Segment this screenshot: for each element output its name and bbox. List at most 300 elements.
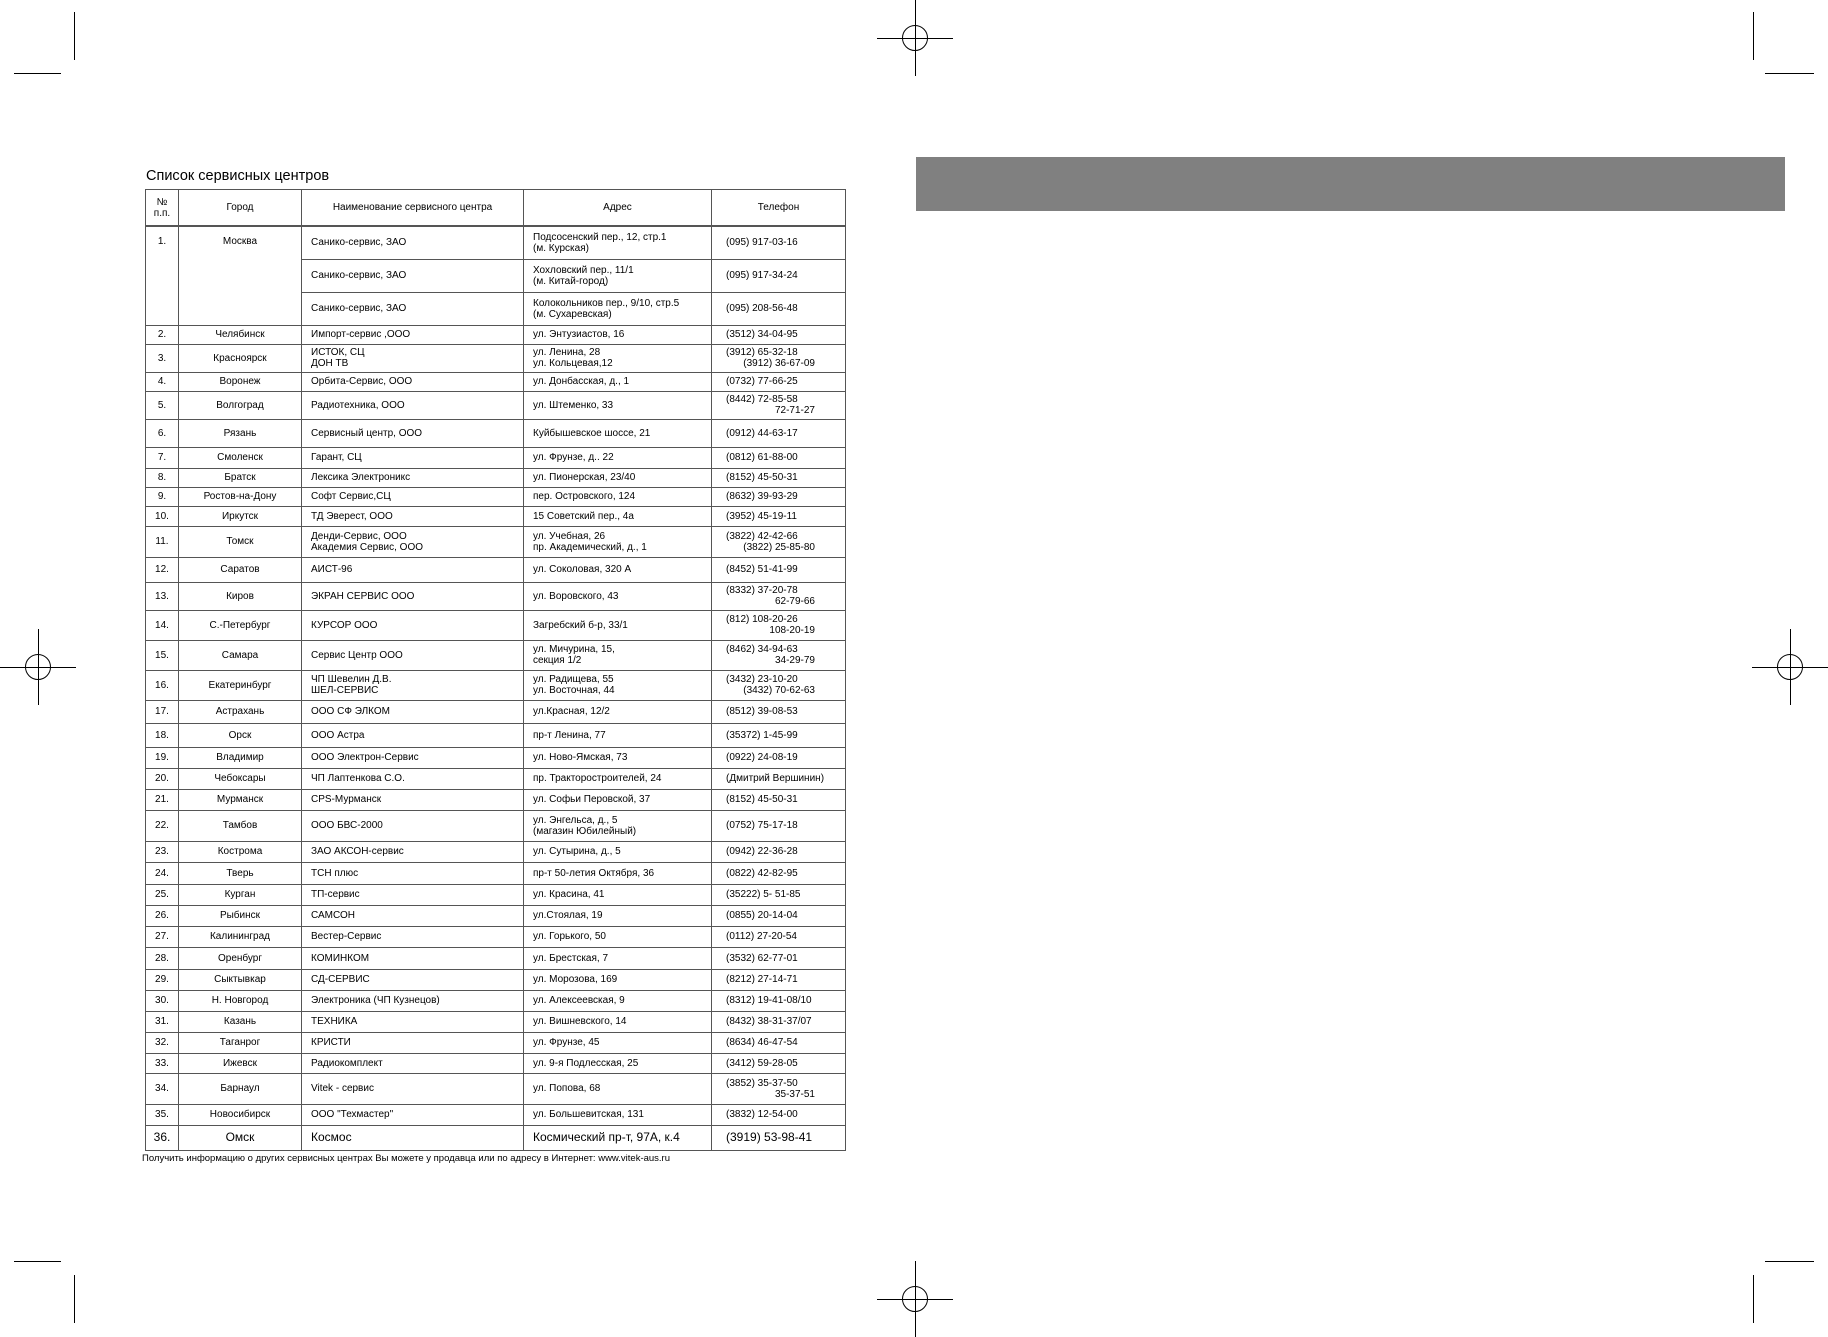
center-name-line: Импорт-сервис ,ООО — [311, 329, 411, 340]
phone-line: (0855) 20-14-04 — [726, 910, 798, 921]
page-title: Список сервисных центров — [146, 168, 330, 184]
address-line: ул. Энгельса, д., 5 — [533, 814, 618, 826]
address-cell — [524, 1011, 712, 1032]
center-name-cell — [302, 926, 524, 947]
center-name-cell — [302, 640, 524, 670]
row-number: 20. — [146, 768, 179, 789]
city-cell: Мурманск — [179, 789, 302, 810]
center-name-cell — [302, 391, 524, 419]
city-cell: Казань — [179, 1011, 302, 1032]
center-name-cell — [302, 292, 524, 325]
center-name-cell — [302, 723, 524, 747]
city-cell: Барнаул — [179, 1073, 302, 1104]
row-number: 34. — [146, 1073, 179, 1104]
address-line: (м. Китай-город) — [533, 275, 609, 287]
phone-line: (3832) 12-54-00 — [726, 1109, 798, 1120]
center-name-line: ЧП Шевелин Д.В. — [311, 674, 392, 685]
column-header-address: Адрес — [524, 190, 712, 227]
table-row — [146, 1032, 846, 1053]
table-row — [146, 325, 846, 344]
table-row — [146, 723, 846, 747]
phone-cell — [712, 372, 846, 391]
center-name-line: Космос — [311, 1130, 352, 1144]
row-number: 12. — [146, 557, 179, 582]
service-centers-table — [145, 189, 846, 1151]
row-number: 23. — [146, 841, 179, 862]
address-line: ул. Горького, 50 — [533, 931, 606, 942]
address-cell — [524, 670, 712, 700]
row-number: 33. — [146, 1053, 179, 1073]
row-number: 9. — [146, 487, 179, 506]
center-name-cell — [302, 862, 524, 884]
address-line: ул. Красина, 41 — [533, 889, 605, 900]
phone-line: 34-29-79 — [774, 655, 815, 666]
phone-line: (8152) 45-50-31 — [726, 472, 798, 483]
phone-line: (8632) 39-93-29 — [726, 491, 798, 502]
phone-line: (8512) 39-08-53 — [726, 706, 798, 717]
center-name-line: ТЕХНИКА — [311, 1016, 358, 1027]
phone-cell — [712, 884, 846, 905]
registration-target — [902, 1286, 928, 1312]
phone-line: (3432) 70-62-63 — [743, 685, 815, 696]
phone-line: (095) 208-56-48 — [726, 303, 798, 314]
center-name-cell — [302, 1053, 524, 1073]
address-cell — [524, 391, 712, 419]
address-line: Куйбышевское шоссе, 21 — [533, 427, 651, 439]
city-cell: Новосибирск — [179, 1104, 302, 1125]
crop-mark — [1765, 1261, 1814, 1262]
phone-cell — [712, 419, 846, 447]
center-name-cell — [302, 670, 524, 700]
phone-cell — [712, 862, 846, 884]
city-cell: Рязань — [179, 419, 302, 447]
row-number: 14. — [146, 610, 179, 640]
registration-target — [25, 654, 51, 680]
center-name-cell — [302, 1073, 524, 1104]
phone-line: (3532) 62-77-01 — [726, 952, 798, 964]
table-row — [146, 1011, 846, 1032]
center-name-line: ООО Астра — [311, 729, 365, 741]
phone-line: (812) 108-20-26 — [726, 614, 798, 625]
phone-cell — [712, 487, 846, 506]
center-name-line: CPS-Мурманск — [311, 794, 382, 805]
address-cell — [524, 1104, 712, 1125]
address-cell — [524, 582, 712, 610]
table-row — [146, 391, 846, 419]
city-cell: Томск — [179, 526, 302, 557]
city-cell: Тамбов — [179, 810, 302, 841]
row-number: 3. — [146, 344, 179, 372]
address-cell — [524, 810, 712, 841]
table-row — [146, 582, 846, 610]
address-line: ул. Фрунзе, 45 — [533, 1037, 600, 1048]
city-cell: Москва — [179, 226, 302, 325]
address-cell — [524, 947, 712, 969]
center-name-line: Академия Сервис, ООО — [311, 541, 424, 553]
city-cell: Чебоксары — [179, 768, 302, 789]
center-name-cell — [302, 1104, 524, 1125]
address-cell — [524, 905, 712, 926]
center-name-line: ШЕЛ-СЕРВИС — [311, 685, 379, 696]
address-cell — [524, 557, 712, 582]
phone-line: 62-79-66 — [774, 596, 815, 607]
address-cell — [524, 990, 712, 1011]
phone-cell — [712, 810, 846, 841]
row-number: 1. — [146, 226, 179, 325]
center-name-cell — [302, 810, 524, 841]
table-row — [146, 447, 846, 468]
center-name-line: ТП-сервис — [311, 889, 360, 900]
phone-cell — [712, 1125, 846, 1150]
address-cell — [524, 325, 712, 344]
address-line: Хохловский пер., 11/1 — [533, 264, 634, 276]
table-row — [146, 670, 846, 700]
center-name-cell — [302, 789, 524, 810]
center-name-line: Сервис Центр ООО — [311, 649, 403, 661]
address-cell — [524, 468, 712, 487]
phone-cell — [712, 391, 846, 419]
phone-cell — [712, 670, 846, 700]
center-name-cell — [302, 768, 524, 789]
address-line: ул.Красная, 12/2 — [533, 706, 610, 717]
phone-cell — [712, 526, 846, 557]
phone-cell — [712, 1032, 846, 1053]
address-line: ул. Восточная, 44 — [533, 685, 615, 696]
phone-line: (0912) 44-63-17 — [726, 427, 798, 439]
address-cell — [524, 259, 712, 292]
center-name-line: Санико-сервис, ЗАО — [311, 237, 407, 249]
column-header-city: Город — [179, 190, 302, 227]
table-row — [146, 610, 846, 640]
address-line: ул.Стоялая, 19 — [533, 910, 603, 921]
center-name-line: СД-СЕРВИС — [311, 974, 370, 985]
address-line: Колокольников пер., 9/10, стр.5 — [533, 297, 680, 309]
center-name-line: ИСТОК, СЦ — [311, 347, 365, 358]
row-number: 16. — [146, 670, 179, 700]
address-line: ул. Фрунзе, д.. 22 — [533, 452, 614, 463]
phone-cell — [712, 292, 846, 325]
table-row — [146, 810, 846, 841]
row-number: 5. — [146, 391, 179, 419]
table-row — [146, 990, 846, 1011]
center-name-line: ДОН ТВ — [311, 358, 349, 369]
row-number: 7. — [146, 447, 179, 468]
row-number: 36. — [146, 1125, 179, 1150]
footer-note: Получить информацию о других сервисных центрах Вы можете у продавца или по адресу в Интернет: www.vitek-aus.ru — [142, 1153, 671, 1164]
center-name-line: КУРСОР ООО — [311, 619, 378, 631]
phone-cell — [712, 447, 846, 468]
phone-line: (3822) 25-85-80 — [743, 541, 815, 553]
center-name-cell — [302, 1125, 524, 1150]
phone-cell — [712, 990, 846, 1011]
center-name-line: Санико-сервис, ЗАО — [311, 303, 407, 314]
table-row — [146, 905, 846, 926]
phone-line: (8442) 72-85-58 — [726, 394, 798, 405]
address-cell — [524, 292, 712, 325]
phone-cell — [712, 947, 846, 969]
city-cell: Н. Новгород — [179, 990, 302, 1011]
address-line: ул. Учебная, 26 — [533, 530, 606, 542]
center-name-cell — [302, 1011, 524, 1032]
city-cell: Смоленск — [179, 447, 302, 468]
table-row — [146, 344, 846, 372]
phone-line: (3512) 34-04-95 — [726, 329, 798, 340]
center-name-cell — [302, 1032, 524, 1053]
row-number: 17. — [146, 700, 179, 723]
city-cell: Самара — [179, 640, 302, 670]
phone-line: (8152) 45-50-31 — [726, 794, 798, 805]
table-row — [146, 947, 846, 969]
address-line: ул. Брестская, 7 — [533, 952, 609, 964]
table-row — [146, 789, 846, 810]
address-cell — [524, 1073, 712, 1104]
row-number: 29. — [146, 969, 179, 990]
phone-cell — [712, 789, 846, 810]
row-number: 28. — [146, 947, 179, 969]
city-cell: Саратов — [179, 557, 302, 582]
center-name-line: Денди-Сервис, ООО — [311, 530, 407, 542]
address-line: ул. Большевитская, 131 — [533, 1109, 644, 1120]
address-cell — [524, 372, 712, 391]
phone-cell — [712, 723, 846, 747]
address-line: пр-т Ленина, 77 — [533, 729, 606, 741]
center-name-line: Vitek - сервис — [311, 1083, 374, 1094]
center-name-cell — [302, 747, 524, 768]
phone-cell — [712, 905, 846, 926]
phone-line: (8462) 34-94-63 — [726, 644, 798, 655]
phone-line: 108-20-19 — [769, 625, 815, 636]
row-number: 30. — [146, 990, 179, 1011]
address-line: ул. Кольцевая,12 — [533, 358, 613, 369]
city-cell: Ростов-на-Дону — [179, 487, 302, 506]
address-line: секция 1/2 — [533, 655, 582, 666]
phone-cell — [712, 582, 846, 610]
city-cell: Тверь — [179, 862, 302, 884]
city-cell: Иркутск — [179, 506, 302, 526]
phone-cell — [712, 841, 846, 862]
city-cell: Таганрог — [179, 1032, 302, 1053]
phone-line: (8212) 27-14-71 — [726, 974, 798, 985]
address-line: (м. Курская) — [533, 242, 589, 254]
table-header-row — [146, 190, 846, 227]
phone-line: (0732) 77-66-25 — [726, 376, 798, 387]
phone-cell — [712, 325, 846, 344]
center-name-line: Орбита-Сервис, ООО — [311, 376, 413, 387]
phone-line: (35222) 5- 51-85 — [726, 889, 801, 900]
address-line: пер. Островского, 124 — [533, 491, 636, 502]
row-number: 35. — [146, 1104, 179, 1125]
address-line: Подсосенский пер., 12, стр.1 — [533, 231, 667, 243]
table-row — [146, 1073, 846, 1104]
address-line: пр. Академический, д., 1 — [533, 541, 647, 553]
phone-line: (8332) 37-20-78 — [726, 585, 798, 596]
address-cell — [524, 700, 712, 723]
city-cell: Орск — [179, 723, 302, 747]
address-line: ул. Радищева, 55 — [533, 674, 614, 685]
city-cell: Волгоград — [179, 391, 302, 419]
phone-line: (Дмитрий Вершинин) — [726, 773, 825, 784]
phone-line: (3912) 36-67-09 — [743, 358, 815, 369]
phone-cell — [712, 557, 846, 582]
center-name-cell — [302, 447, 524, 468]
phone-line: (8634) 46-47-54 — [726, 1037, 798, 1048]
phone-line: (3852) 35-37-50 — [726, 1077, 798, 1089]
address-cell — [524, 1032, 712, 1053]
table-row — [146, 372, 846, 391]
center-name-line: ООО БВС-2000 — [311, 820, 383, 831]
center-name-cell — [302, 947, 524, 969]
center-name-line: Радиотехника, ООО — [311, 399, 405, 411]
address-cell — [524, 723, 712, 747]
address-line: ул. Воровского, 43 — [533, 590, 619, 602]
center-name-line: КОМИНКОМ — [311, 952, 370, 964]
table-row — [146, 700, 846, 723]
row-number: 27. — [146, 926, 179, 947]
row-number: 10. — [146, 506, 179, 526]
phone-line: (0752) 75-17-18 — [726, 820, 798, 831]
row-number: 4. — [146, 372, 179, 391]
city-cell: Сыктывкар — [179, 969, 302, 990]
center-name-cell — [302, 506, 524, 526]
phone-line: (3822) 42-42-66 — [726, 530, 798, 542]
row-number: 8. — [146, 468, 179, 487]
table-row — [146, 487, 846, 506]
row-number: 13. — [146, 582, 179, 610]
crop-mark — [1753, 12, 1754, 60]
phone-line: (3432) 23-10-20 — [726, 674, 798, 685]
phone-line: (0942) 22-36-28 — [726, 846, 798, 857]
phone-line: (3952) 45-19-11 — [726, 510, 797, 522]
header-bar — [916, 157, 1785, 211]
crop-mark — [74, 1275, 75, 1323]
phone-line: 35-37-51 — [774, 1088, 815, 1100]
address-cell — [524, 789, 712, 810]
phone-cell — [712, 926, 846, 947]
phone-line: (8432) 38-31-37/07 — [726, 1016, 812, 1027]
city-cell: Воронеж — [179, 372, 302, 391]
center-name-cell — [302, 884, 524, 905]
address-cell — [524, 1053, 712, 1073]
city-cell: Братск — [179, 468, 302, 487]
table-row — [146, 468, 846, 487]
address-line: ул. Ново-Ямская, 73 — [533, 752, 628, 763]
address-line: пр-т 50-летия Октября, 36 — [533, 867, 655, 879]
phone-cell — [712, 747, 846, 768]
row-number: 11. — [146, 526, 179, 557]
phone-cell — [712, 468, 846, 487]
column-header-center-name: Наименование сервисного центра — [302, 190, 524, 227]
center-name-line: ТД Эверест, ООО — [311, 510, 393, 522]
city-cell: Омск — [179, 1125, 302, 1150]
crop-mark — [1753, 1275, 1754, 1323]
address-line: ул. Попова, 68 — [533, 1083, 601, 1094]
city-cell: Рыбинск — [179, 905, 302, 926]
address-line: ул. Соколовая, 320 А — [533, 564, 632, 575]
address-line: ул. Сутырина, д., 5 — [533, 846, 621, 857]
center-name-cell — [302, 372, 524, 391]
phone-cell — [712, 1011, 846, 1032]
table-row — [146, 526, 846, 557]
table-row — [146, 768, 846, 789]
row-number: 19. — [146, 747, 179, 768]
phone-line: (35372) 1-45-99 — [726, 729, 798, 741]
address-cell — [524, 419, 712, 447]
address-line: ул. Морозова, 169 — [533, 974, 618, 985]
center-name-line: Радиокомплект — [311, 1057, 383, 1069]
address-line: Загребский б-р, 33/1 — [533, 619, 628, 631]
address-cell — [524, 884, 712, 905]
address-cell — [524, 447, 712, 468]
city-cell: Киров — [179, 582, 302, 610]
phone-cell — [712, 226, 846, 259]
address-cell — [524, 610, 712, 640]
phone-cell — [712, 969, 846, 990]
center-name-line: САМСОН — [311, 910, 356, 921]
phone-cell — [712, 768, 846, 789]
center-name-cell — [302, 990, 524, 1011]
table-row — [146, 419, 846, 447]
city-cell: Калининград — [179, 926, 302, 947]
center-name-cell — [302, 226, 524, 259]
phone-cell — [712, 610, 846, 640]
table-row — [146, 1125, 846, 1150]
address-cell — [524, 862, 712, 884]
row-number: 32. — [146, 1032, 179, 1053]
center-name-cell — [302, 582, 524, 610]
city-cell: Владимир — [179, 747, 302, 768]
city-cell: Оренбург — [179, 947, 302, 969]
address-line: 15 Советский пер., 4а — [533, 510, 634, 522]
phone-line: (3919) 53-98-41 — [726, 1130, 813, 1144]
center-name-line: ООО Электрон-Сервис — [311, 752, 419, 763]
city-cell: Курган — [179, 884, 302, 905]
phone-cell — [712, 1073, 846, 1104]
phone-line: (8452) 51-41-99 — [726, 564, 798, 575]
address-cell — [524, 926, 712, 947]
center-name-line: Электроника (ЧП Кузнецов) — [311, 995, 440, 1006]
phone-line: (0112) 27-20-54 — [726, 931, 797, 942]
center-name-line: ТСН плюс — [311, 867, 359, 879]
phone-line: (3412) 59-28-05 — [726, 1057, 798, 1069]
crop-mark — [74, 12, 75, 60]
center-name-cell — [302, 526, 524, 557]
address-line: (магазин Юбилейный) — [533, 825, 637, 837]
center-name-cell — [302, 419, 524, 447]
center-name-line: Сервисный центр, ООО — [311, 427, 423, 439]
city-cell: Красноярск — [179, 344, 302, 372]
phone-line: (0822) 42-82-95 — [726, 867, 798, 879]
row-number: 18. — [146, 723, 179, 747]
address-line: ул. Штеменко, 33 — [533, 399, 614, 411]
phone-line: (0922) 24-08-19 — [726, 752, 798, 763]
address-line: ул. Пионерская, 23/40 — [533, 472, 636, 483]
phone-cell — [712, 344, 846, 372]
address-line: ул. Мичурина, 15, — [533, 644, 615, 655]
address-cell — [524, 747, 712, 768]
center-name-line: Санико-сервис, ЗАО — [311, 270, 407, 281]
table-row — [146, 884, 846, 905]
row-number: 22. — [146, 810, 179, 841]
address-line: ул. Вишневского, 14 — [533, 1016, 627, 1027]
address-line: Космический пр-т, 97А, к.4 — [533, 1130, 680, 1144]
column-header-phone: Телефон — [712, 190, 846, 227]
row-number: 2. — [146, 325, 179, 344]
center-name-cell — [302, 468, 524, 487]
table-row — [146, 1053, 846, 1073]
address-cell — [524, 640, 712, 670]
center-name-line: ООО "Техмастер" — [311, 1109, 394, 1120]
table-row — [146, 506, 846, 526]
